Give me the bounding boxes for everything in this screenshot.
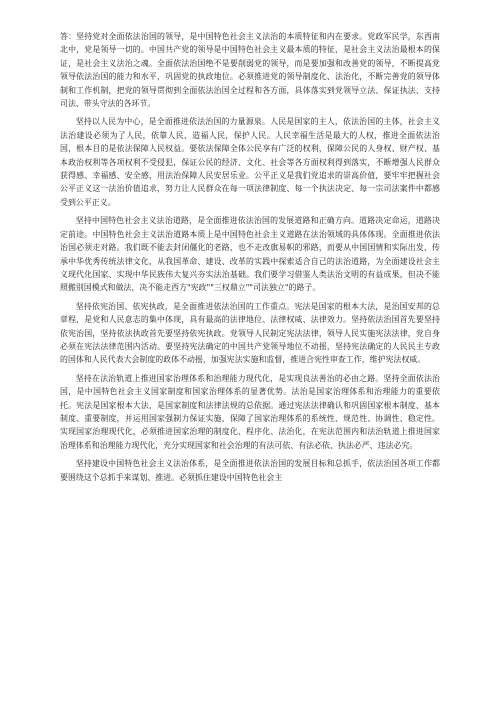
- paragraph-people-centered: 坚持以人民为中心，是全面推进依法治国的力量源泉。人民是国家的主人，依法治国的主体，社会主义法治建设必须为了人民，依靠人民，造福人民，保护人民。人民幸福生活是最大的人权，推进全面依法治国，根本目的是依法保障人民权益。要依法保障全体公民享有广泛的权利，保障公民的人身权、财产权、基本政治权利等各项权利不受侵犯，保证公民的经济、文化、社会等各方面权利得到落实，不断增强人民群众获得感、幸福感、安全感，用法治保障人民安居乐业。公平正义是我们党追求的崇高价值，要牢牢把握社会公平正义这一法治价值追求，努力让人民群众在每一项法律制度、每一个执法决定、每一宗司法案件中都感受到公平正义。: [60, 117, 440, 207]
- paragraph-answer-party-leadership: 答：坚持党对全面依法治国的领导，是中国特色社会主义法治的本质特征和内在要求。党政军民学，东西南北中，党是领导一切的。中国共产党的领导是中国特色社会主义最本质的特征，是社会主义法治最根本的保证，是社会主义法治之魂。全面依法治国绝不是要削弱党的领导，而是要加强和改善党的领导，不断提高党领导依法治国的能力和水平，巩固党的执政地位。必须推进党的领导制度化、法治化，不断完善党的领导体制和工作机制，把党的领导贯彻到全面依法治国全过程和各方面，具体落实到党领导立法、保证执法、支持司法、带头守法的各环节。: [60, 32, 440, 109]
- paragraph-rule-of-law-road: 坚持中国特色社会主义法治道路，是全面推进依法治国的发展道路和正确方向。道路决定命运，道路决定前途。中国特色社会主义法治道路本质上是中国特色社会主义道路在法治领域的具体体现。全面推进依法治国必须走对路。我们既不能去封闭僵化的老路，也不走改旗易帜的邪路，而要从中国国情和实际出发，传承中华优秀传统法律文化，从我国革命、建设、改革的实践中探索适合自己的法治道路，为全面建设社会主义现代化国家、实现中华民族伟大复兴夯实法治基础。我们要学习借鉴人类法治文明的有益成果，但决不能照搬别国模式和做法，决不能走西方"宪政""三权鼎立""司法独立"的路子。: [60, 216, 440, 293]
- paragraph-legal-system: 坚持建设中国特色社会主义法治体系，是全面推进依法治国的发展目标和总抓手，依法治国各项工作都要围绕这个总抓手来谋划、推进。必须抓住建设中国特色社会主: [60, 459, 440, 482]
- paragraph-constitution: 坚持依宪治国、依宪执政，是全面推进依法治国的工作重点。宪法是国家的根本大法，是治国安邦的总章程，是党和人民意志的集中体现，具有最高的法律地位、法律权威、法律效力。坚持依法治国首先要坚持依宪治国，坚持依法执政首先要坚持依宪执政。党领导人民制定宪法法律，领导人民实施宪法法律，党自身必须在宪法法律范围内活动。要坚持宪法确定的中国共产党领导地位不动摇，坚持宪法确定的人民民主专政的国体和人民代表大会制度的政体不动摇，加强宪法实施和监督，推进合宪性审查工作，维护宪法权威。: [60, 301, 440, 365]
- paragraph-governance-modernization: 坚持在法治轨道上推进国家治理体系和治理能力现代化，是实现良法善治的必由之路。坚持全面依法治国，是中国特色社会主义国家制度和国家治理体系的显著优势。法治是国家治理体系和治理能力的重要依托。宪法是国家根本大法，是国家制度和法律法规的总依据。通过宪法法律确认和巩固国家根本制度、基本制度、重要制度，并运用国家强制力保证实施，保障了国家治理体系的系统性、规范性、协调性、稳定性。实现国家治理现代化，必须推进国家治理的制度化、程序化、法治化，在宪法范围内和法治轨道上推进国家治理体系和治理能力现代化，充分实现国家和社会治理的有法可依、有法必依、执法必严、违法必究。: [60, 373, 440, 450]
